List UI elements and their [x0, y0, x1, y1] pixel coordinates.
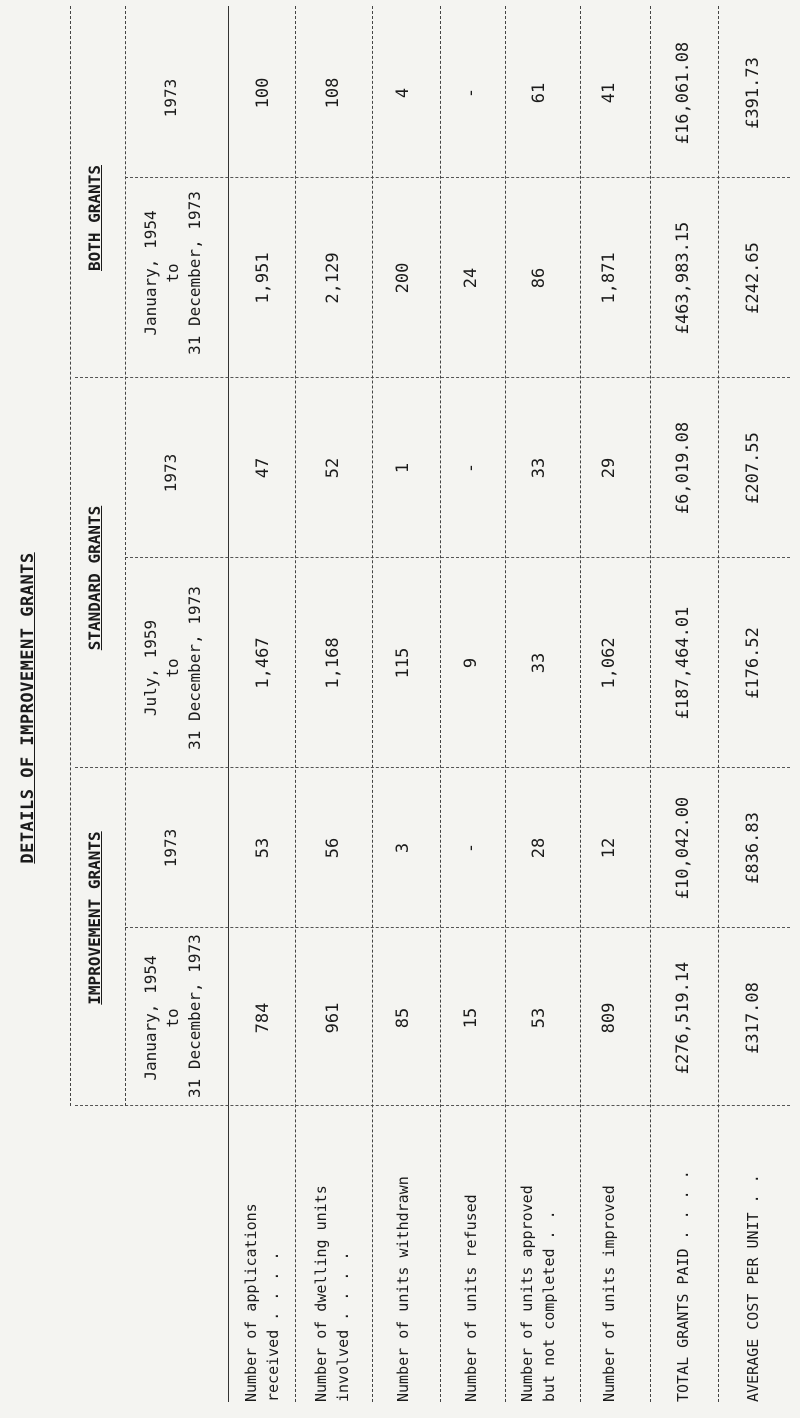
page-title: DETAILS OF IMPROVEMENT GRANTS [18, 552, 38, 864]
top-rule [70, 6, 71, 1106]
cell-withdrawn-imp-cumulative: 85 [393, 1007, 413, 1029]
cell-dwelling-both-1973: 108 [323, 77, 343, 109]
cell-refused-imp-1973: - [461, 842, 481, 854]
period-header-standard-1973: 1973 [161, 453, 180, 493]
cell-improved-std-cumulative: 1,062 [599, 637, 619, 689]
cell-approved-both-cumulative: 86 [529, 267, 549, 289]
row-label-average-cost: AVERAGE COST PER UNIT . . [744, 1173, 762, 1402]
row-rule [580, 6, 581, 1402]
header-rule [228, 6, 229, 1402]
cell-dwelling-imp-cumulative: 961 [323, 1002, 343, 1034]
column-rule-both-split [125, 177, 790, 178]
row-label-dwelling-units: Number of dwelling units involved . . . . [312, 1185, 352, 1402]
row-rule [295, 6, 296, 1402]
cell-dwelling-both-cumulative: 2,129 [323, 252, 343, 304]
cell-approved-imp-cumulative: 53 [529, 1007, 549, 1029]
cell-approved-both-1973: 61 [529, 82, 549, 104]
group-title-both: BOTH GRANTS [85, 165, 104, 271]
cell-average-both-cumulative: £242.65 [743, 242, 763, 314]
cell-applications-both-1973: 100 [253, 77, 273, 109]
cell-improved-std-1973: 29 [599, 457, 619, 479]
cell-improved-imp-cumulative: 809 [599, 1002, 619, 1034]
period-header-improvement-cumulative: January, 1954 to 31 December, 1973 [141, 934, 204, 1098]
row-rule [440, 6, 441, 1402]
cell-total-both-1973: £16,061.08 [673, 41, 693, 145]
cell-average-std-1973: £207.55 [743, 432, 763, 504]
cell-applications-imp-cumulative: 784 [253, 1002, 273, 1034]
row-rule [718, 6, 719, 1402]
cell-refused-both-cumulative: 24 [461, 267, 481, 289]
row-label-total-grants-paid: TOTAL GRANTS PAID . . . . [674, 1169, 692, 1402]
cell-withdrawn-std-cumulative: 115 [393, 647, 413, 679]
period-header-standard-cumulative: July, 1959 to 31 December, 1973 [141, 586, 204, 750]
column-rule-imp-std [75, 767, 790, 768]
cell-total-std-cumulative: £187,464.01 [673, 606, 693, 720]
row-label-improved: Number of units improved [600, 1185, 618, 1402]
group-rule [125, 6, 126, 1106]
cell-approved-std-1973: 33 [529, 457, 549, 479]
period-header-improvement-1973: 1973 [161, 828, 180, 868]
cell-improved-both-cumulative: 1,871 [599, 252, 619, 304]
row-rule [650, 6, 651, 1402]
column-rule-std-split [125, 557, 790, 558]
period-header-both-cumulative: January, 1954 to 31 December, 1973 [141, 191, 204, 355]
row-label-approved-not-completed: Number of units approved but not completed . . [518, 1185, 558, 1402]
cell-withdrawn-both-cumulative: 200 [393, 262, 413, 294]
cell-refused-std-1973: - [461, 462, 481, 474]
row-label-refused: Number of units refused [462, 1194, 480, 1402]
cell-refused-std-cumulative: 9 [461, 657, 481, 669]
cell-improved-imp-1973: 12 [599, 837, 619, 859]
cell-refused-imp-cumulative: 15 [461, 1007, 481, 1029]
cell-improved-both-1973: 41 [599, 82, 619, 104]
cell-average-imp-cumulative: £317.08 [743, 982, 763, 1054]
cell-applications-imp-1973: 53 [253, 837, 273, 859]
cell-applications-std-cumulative: 1,467 [253, 637, 273, 689]
column-rule-std-both [75, 377, 790, 378]
cell-approved-imp-1973: 28 [529, 837, 549, 859]
cell-applications-std-1973: 47 [253, 457, 273, 479]
row-label-withdrawn: Number of units withdrawn [394, 1176, 412, 1402]
cell-average-imp-1973: £836.83 [743, 812, 763, 884]
cell-withdrawn-std-1973: 1 [393, 462, 413, 474]
group-title-improvement: IMPROVEMENT GRANTS [85, 831, 104, 1005]
cell-dwelling-std-1973: 52 [323, 457, 343, 479]
cell-total-both-cumulative: £463,983.15 [673, 221, 693, 335]
column-rule-imp-split [125, 927, 790, 928]
group-title-standard: STANDARD GRANTS [85, 505, 104, 651]
cell-total-std-1973: £6,019.08 [673, 421, 693, 515]
cell-approved-std-cumulative: 33 [529, 652, 549, 674]
cell-withdrawn-imp-1973: 3 [393, 842, 413, 854]
cell-total-imp-cumulative: £276,519.14 [673, 961, 693, 1075]
row-rule [372, 6, 373, 1402]
cell-applications-both-cumulative: 1,951 [253, 252, 273, 304]
row-rule [505, 6, 506, 1402]
cell-dwelling-imp-1973: 56 [323, 837, 343, 859]
cell-average-both-1973: £391.73 [743, 57, 763, 129]
period-header-both-1973: 1973 [161, 78, 180, 118]
cell-average-std-cumulative: £176.52 [743, 627, 763, 699]
row-label-applications: Number of applications received . . . . [242, 1203, 282, 1402]
cell-total-imp-1973: £10,042.00 [673, 796, 693, 900]
cell-dwelling-std-cumulative: 1,168 [323, 637, 343, 689]
cell-withdrawn-both-1973: 4 [393, 87, 413, 99]
cell-refused-both-1973: - [461, 87, 481, 99]
